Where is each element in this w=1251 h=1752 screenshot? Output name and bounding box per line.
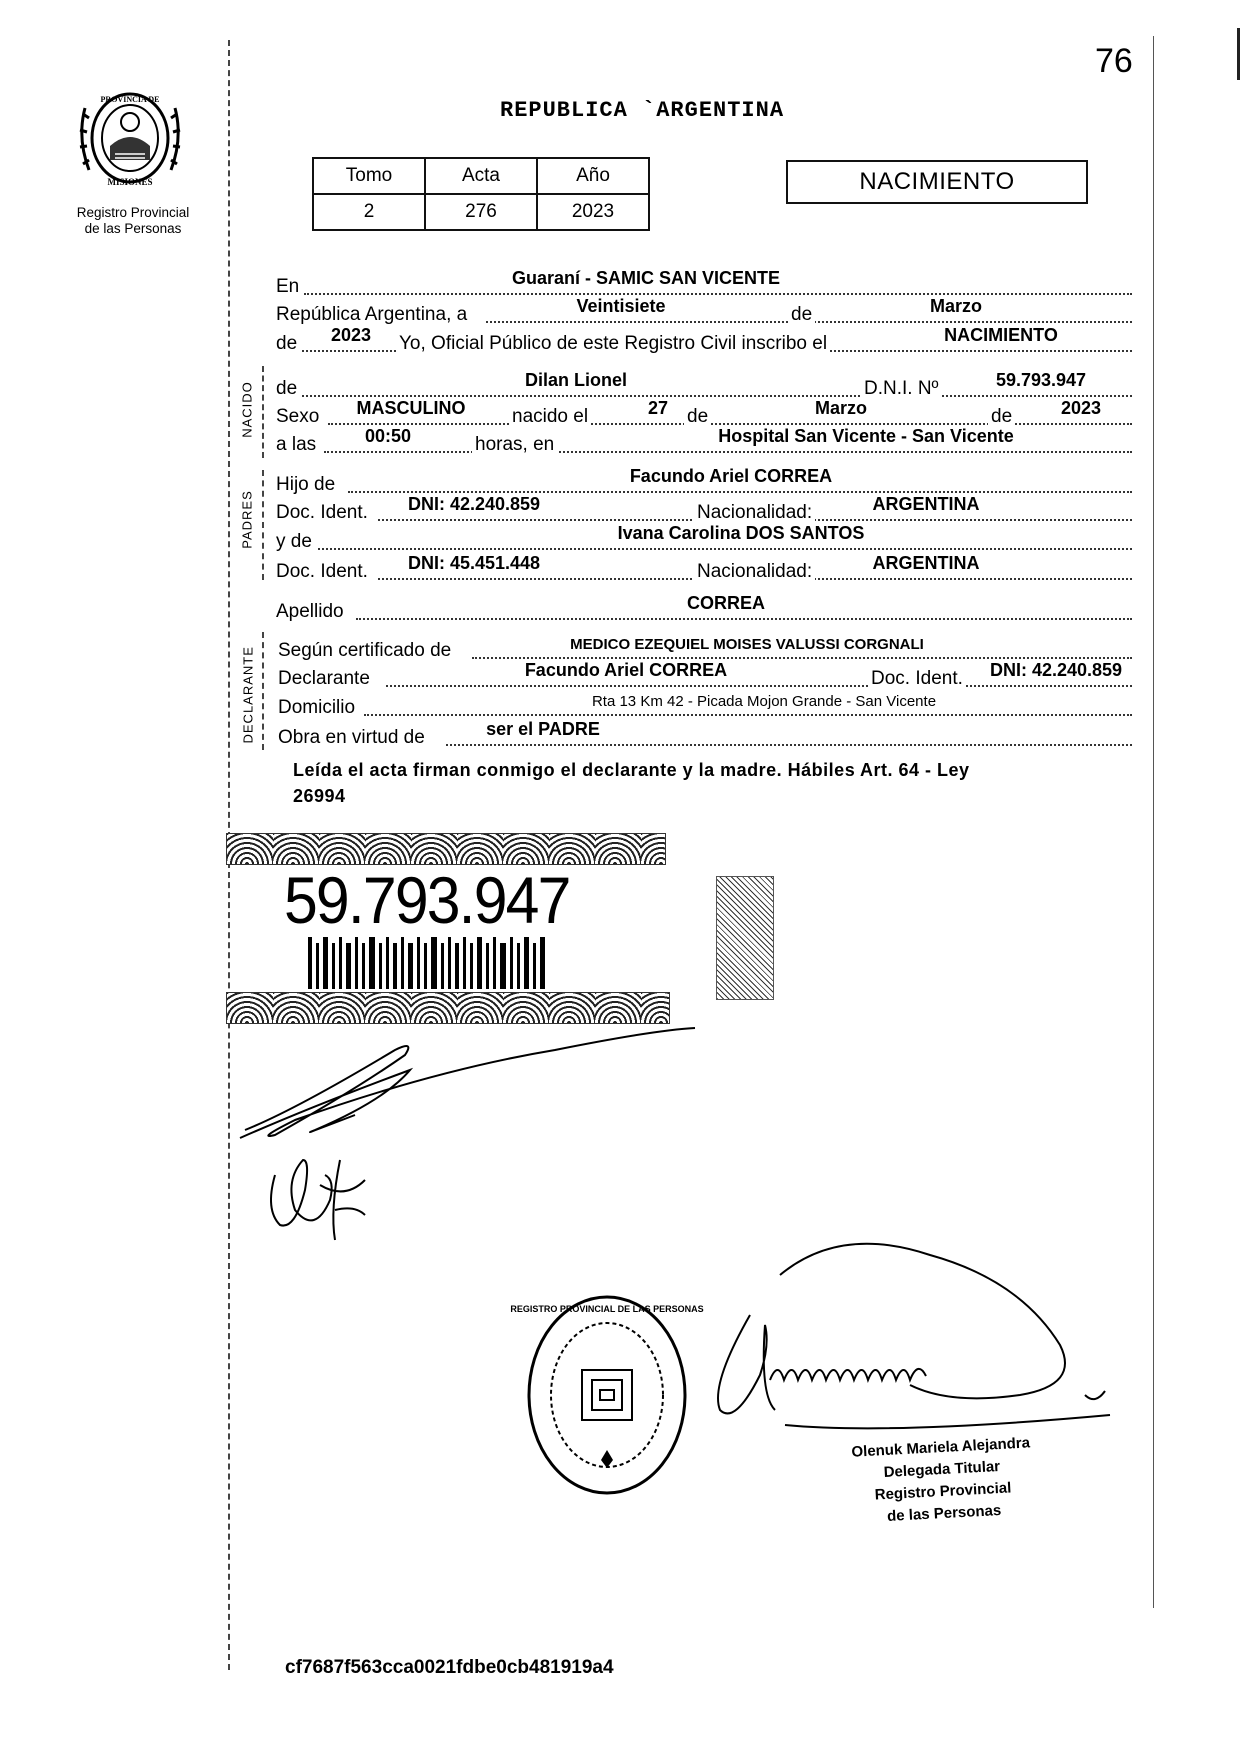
label-segun-certificado: Según certificado de bbox=[278, 640, 454, 662]
field-sexo: MASCULINO bbox=[356, 398, 466, 418]
reference-header-anio: Año bbox=[537, 158, 649, 194]
field-madre-doc: DNI: 45.451.448 bbox=[407, 553, 541, 573]
reference-value-acta: 276 bbox=[425, 194, 537, 230]
row-nombre bbox=[276, 370, 1132, 400]
corner-mark bbox=[1237, 28, 1240, 80]
field-acto: NACIMIENTO bbox=[944, 325, 1058, 345]
label-dni: D.N.I. Nº bbox=[861, 378, 942, 400]
label-doc-ident-madre: Doc. Ident. bbox=[276, 561, 371, 583]
field-mes: Marzo bbox=[929, 296, 982, 316]
field-padre-doc: DNI: 42.240.859 bbox=[407, 494, 541, 514]
field-apellido: CORREA bbox=[686, 593, 765, 613]
field-en-virtud: ser el PADRE bbox=[486, 719, 600, 739]
registrar-office-2: de las Personas bbox=[886, 1501, 1002, 1525]
field-certificado: MEDICO EZEQUIEL MOISES VALUSSI CORGNALI bbox=[570, 636, 924, 653]
field-nac-dia: 27 bbox=[647, 398, 669, 418]
label-en: En bbox=[276, 276, 302, 298]
label-doc-ident-declarante: Doc. Ident. bbox=[868, 668, 966, 690]
field-nombre: Dilan Lionel bbox=[524, 370, 627, 390]
field-madre-nac: ARGENTINA bbox=[872, 553, 980, 573]
emblem-ring-top: PROVINCIA DE bbox=[100, 95, 160, 104]
field-hora: 00:50 bbox=[364, 426, 412, 446]
field-nac-mes: Marzo bbox=[814, 398, 867, 418]
registrar-name: Olenuk Mariela Alejandra bbox=[851, 1434, 1031, 1461]
reference-header-tomo: Tomo bbox=[313, 158, 425, 194]
reference-table-value-row bbox=[313, 194, 649, 230]
label-de-anio: de bbox=[276, 333, 300, 355]
section-bracket-nacido bbox=[262, 366, 264, 458]
label-nacionalidad-madre: Nacionalidad: bbox=[694, 561, 815, 583]
field-lugar-nac: Hospital San Vicente - San Vicente bbox=[718, 426, 1014, 446]
row-lugar bbox=[276, 268, 1132, 298]
row-sexo bbox=[276, 398, 1132, 428]
declarant-signature-icon bbox=[235, 1010, 705, 1270]
label-obra-en-virtud: Obra en virtud de bbox=[278, 727, 428, 749]
section-label-padres: PADRES bbox=[239, 490, 255, 549]
closing-line-1: Leída el acta firman conmigo el declarante y la madre. Hábiles Art. 64 - Ley bbox=[293, 760, 970, 780]
reference-value-tomo: 2 bbox=[313, 194, 425, 230]
label-horas-en: horas, en bbox=[472, 434, 557, 456]
right-margin-rule bbox=[1153, 36, 1154, 1608]
field-padre-nac: ARGENTINA bbox=[872, 494, 980, 514]
row-madre bbox=[276, 523, 1132, 553]
label-de-nombre: de bbox=[276, 378, 300, 400]
row-padre-doc bbox=[276, 494, 1132, 524]
registrar-name-block bbox=[818, 1431, 1067, 1532]
label-de-mes: de bbox=[788, 304, 815, 326]
label-nacido-el: nacido el bbox=[509, 406, 591, 428]
reference-table-header-row bbox=[313, 158, 649, 194]
seal-ring-text: REGISTRO PROVINCIAL DE LAS PERSONAS bbox=[510, 1304, 704, 1314]
row-acto bbox=[276, 325, 1132, 355]
emblem-ring-bottom: MISIONES bbox=[107, 177, 153, 187]
logo-caption bbox=[58, 205, 208, 237]
label-domicilio: Domicilio bbox=[278, 697, 358, 719]
closing-line-2: 26994 bbox=[293, 786, 346, 806]
logo-caption-line2: de las Personas bbox=[84, 221, 182, 236]
reference-value-anio: 2023 bbox=[537, 194, 649, 230]
registrar-signature-icon bbox=[690, 1235, 1130, 1435]
field-declarante-doc: DNI: 42.240.859 bbox=[989, 660, 1123, 680]
field-declarante: Facundo Ariel CORREA bbox=[524, 660, 728, 680]
field-nac-anio: 2023 bbox=[1060, 398, 1102, 418]
security-pattern-top bbox=[226, 833, 666, 865]
label-y-de: y de bbox=[276, 531, 315, 553]
row-apellido bbox=[276, 593, 1132, 623]
page-number: 76 bbox=[1095, 42, 1133, 80]
security-hologram bbox=[716, 876, 774, 1000]
logo-caption-line1: Registro Provincial bbox=[76, 205, 190, 220]
label-a-las: a las bbox=[276, 434, 319, 456]
registrar-office-1: Registro Provincial bbox=[874, 1479, 1012, 1504]
label-nacionalidad-padre: Nacionalidad: bbox=[694, 502, 815, 524]
reference-table bbox=[312, 157, 650, 231]
row-madre-doc bbox=[276, 553, 1132, 583]
field-madre: Ivana Carolina DOS SANTOS bbox=[617, 523, 865, 543]
row-certificado bbox=[276, 636, 1132, 662]
label-de-nac-mes: de bbox=[684, 406, 711, 428]
section-label-nacido: NACIDO bbox=[239, 381, 255, 438]
label-doc-ident-padre: Doc. Ident. bbox=[276, 502, 371, 524]
row-declarante bbox=[276, 660, 1132, 690]
row-fecha bbox=[276, 296, 1132, 326]
provincia-misiones-emblem-icon bbox=[75, 88, 185, 188]
row-hora bbox=[276, 426, 1132, 456]
barcode-icon bbox=[308, 933, 548, 989]
field-padre: Facundo Ariel CORREA bbox=[629, 466, 833, 486]
label-yo-oficial: Yo, Oficial Público de este Registro Civil inscribo el bbox=[396, 333, 830, 355]
section-bracket-declarante bbox=[262, 632, 264, 750]
document-hash: cf7687f563cca0021fdbe0cb481919a4 bbox=[285, 1657, 614, 1678]
closing-statement bbox=[293, 757, 1133, 809]
record-type-box: NACIMIENTO bbox=[786, 160, 1088, 204]
section-label-declarante: DECLARANTE bbox=[240, 646, 256, 744]
row-domicilio bbox=[276, 693, 1132, 719]
field-dia-texto: Veintisiete bbox=[576, 296, 666, 316]
label-declarante: Declarante bbox=[278, 668, 373, 690]
barcode-number: 59.793.947 bbox=[284, 863, 570, 937]
official-seal-icon bbox=[510, 1290, 704, 1500]
registrar-role: Delegada Titular bbox=[883, 1457, 1001, 1482]
section-bracket-padres bbox=[262, 470, 264, 580]
label-hijo-de: Hijo de bbox=[276, 474, 338, 496]
field-lugar: Guaraní - SAMIC SAN VICENTE bbox=[511, 268, 781, 288]
label-republica: República Argentina, a bbox=[276, 304, 470, 326]
row-en-virtud bbox=[276, 719, 1132, 749]
reference-header-acta: Acta bbox=[425, 158, 537, 194]
label-sexo: Sexo bbox=[276, 406, 322, 428]
field-dni: 59.793.947 bbox=[995, 370, 1087, 390]
label-de-nac-anio: de bbox=[988, 406, 1015, 428]
field-anio: 2023 bbox=[330, 325, 372, 345]
row-padre bbox=[276, 466, 1132, 496]
document-title: REPUBLICA `ARGENTINA bbox=[500, 98, 785, 123]
label-apellido: Apellido bbox=[276, 601, 347, 623]
field-domicilio: Rta 13 Km 42 - Picada Mojon Grande - San Vicente bbox=[591, 693, 937, 710]
